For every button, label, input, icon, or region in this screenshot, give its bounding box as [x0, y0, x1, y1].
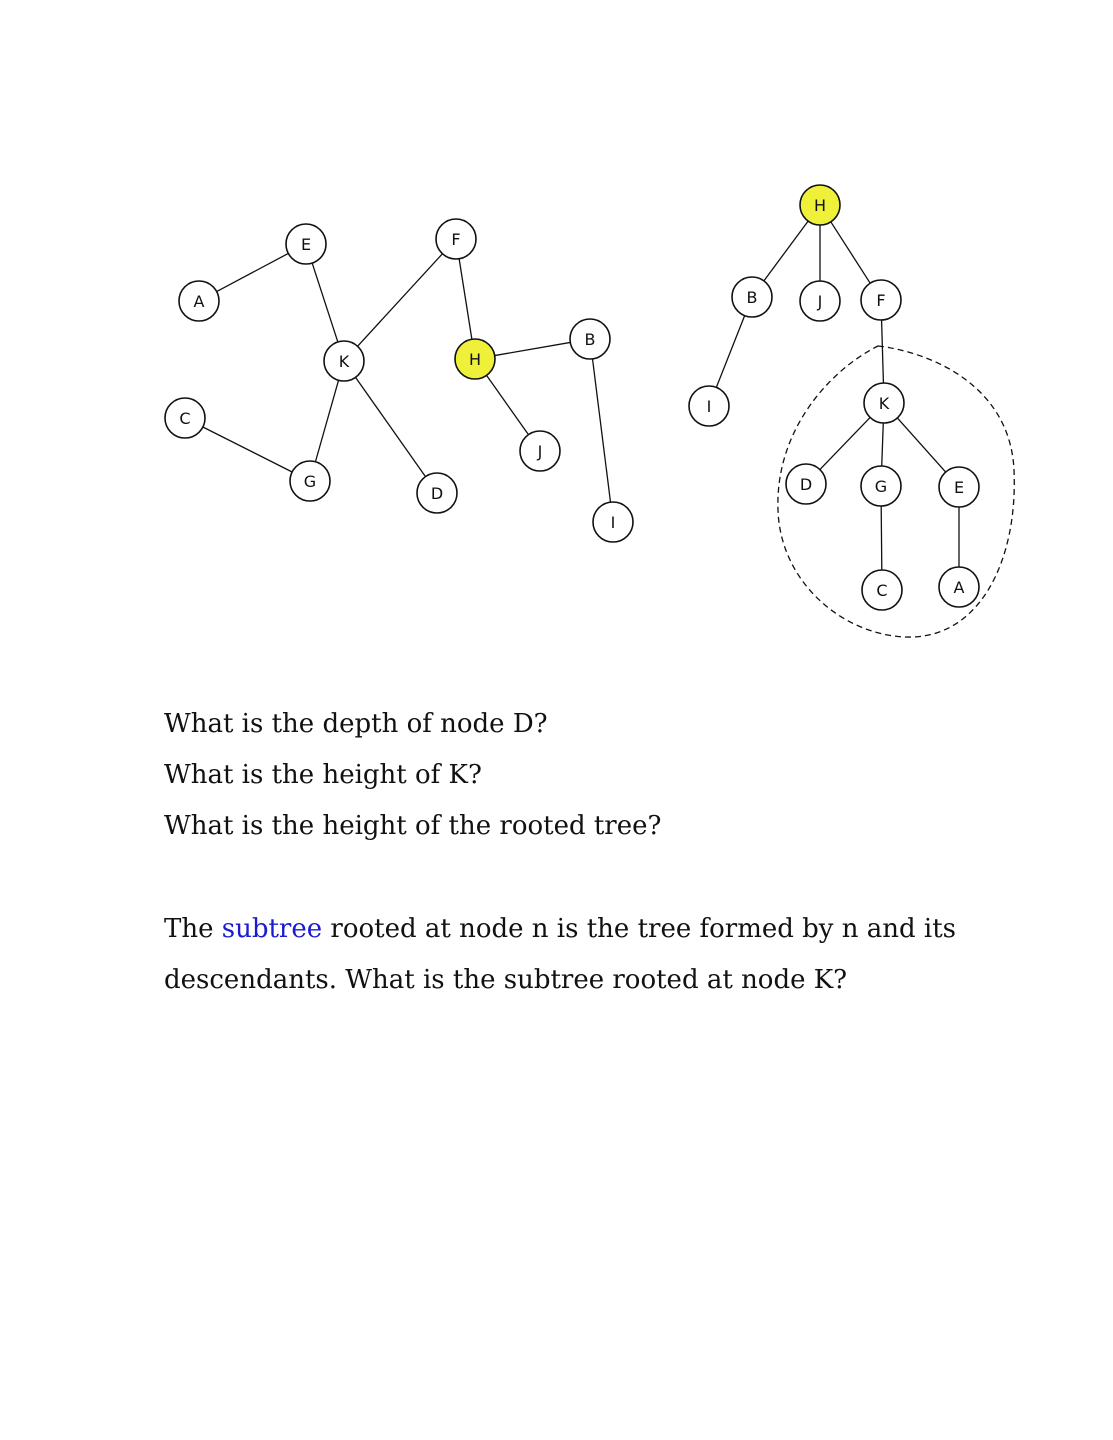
- rooted-node-d: [786, 464, 826, 504]
- rooted-node-label: G: [874, 477, 888, 496]
- rooted-node-h: [800, 185, 840, 225]
- unrooted-node-label: H: [468, 350, 482, 369]
- rooted-node-i: [689, 386, 729, 426]
- definition-prefix: The: [164, 914, 222, 944]
- unrooted-node-k: [324, 341, 364, 381]
- unrooted-node-label: I: [610, 513, 616, 532]
- unrooted-node-j: [520, 431, 560, 471]
- unrooted-edge-f-k: [358, 254, 443, 347]
- rooted-node-b: [732, 277, 772, 317]
- question-height-k: What is the height of K?: [164, 760, 482, 790]
- rooted-node-label: A: [953, 578, 965, 597]
- unrooted-edge-h-b: [495, 342, 571, 355]
- unrooted-node-h: [455, 339, 495, 379]
- unrooted-node-label: B: [584, 330, 596, 349]
- unrooted-node-label: K: [338, 352, 350, 371]
- unrooted-node-g: [290, 461, 330, 501]
- rooted-edge-b-i: [716, 316, 744, 388]
- unrooted-node-label: G: [303, 472, 317, 491]
- unrooted-edge-a-e: [217, 253, 289, 291]
- rooted-node-label: D: [799, 475, 813, 494]
- rooted-edge-k-d: [820, 417, 870, 469]
- rooted-edge-k-g: [882, 423, 884, 466]
- rooted-node-g: [861, 466, 901, 506]
- unrooted-node-c: [165, 398, 205, 438]
- unrooted-node-d: [417, 473, 457, 513]
- subtree-term: subtree: [221, 914, 323, 944]
- unrooted-edge-e-k: [312, 263, 338, 342]
- definition-suffix: rooted at node n is the tree formed by n and its: [322, 914, 957, 944]
- rooted-node-label: K: [878, 394, 890, 413]
- rooted-node-label: F: [876, 291, 886, 310]
- rooted-node-label: C: [876, 581, 888, 600]
- unrooted-node-f: [436, 219, 476, 259]
- rooted-edge-f-k: [882, 320, 884, 383]
- rooted-node-a: [939, 567, 979, 607]
- unrooted-node-e: [286, 224, 326, 264]
- rooted-node-c: [862, 570, 902, 610]
- unrooted-node-label: D: [430, 484, 444, 503]
- rooted-node-label: J: [817, 292, 823, 311]
- rooted-node-label: H: [813, 196, 827, 215]
- unrooted-node-label: A: [193, 292, 205, 311]
- unrooted-edge-b-i: [592, 359, 610, 502]
- definition-line-1: [164, 913, 956, 945]
- rooted-edge-h-b: [764, 221, 808, 281]
- rooted-edge-g-c: [881, 506, 882, 570]
- unrooted-edge-k-g: [315, 380, 338, 462]
- unrooted-edge-h-j: [487, 375, 529, 434]
- edges: [203, 221, 959, 570]
- tree-diagram: [0, 0, 1113, 660]
- definition-line-2: descendants. What is the subtree rooted at node K?: [164, 965, 848, 995]
- unrooted-node-label: F: [451, 230, 461, 249]
- rooted-node-label: E: [953, 478, 965, 497]
- unrooted-edge-k-d: [356, 377, 426, 476]
- rooted-node-e: [939, 467, 979, 507]
- rooted-edge-h-f: [831, 222, 870, 283]
- unrooted-edge-c-g: [203, 427, 292, 472]
- unrooted-node-label: C: [179, 409, 191, 428]
- rooted-node-k: [864, 383, 904, 423]
- nodes: [165, 185, 979, 610]
- unrooted-node-label: J: [537, 442, 543, 461]
- question-height-tree: What is the height of the rooted tree?: [164, 811, 662, 841]
- rooted-node-label: B: [746, 288, 758, 307]
- unrooted-node-b: [570, 319, 610, 359]
- unrooted-node-i: [593, 502, 633, 542]
- question-depth-d: What is the depth of node D?: [164, 709, 548, 739]
- unrooted-node-a: [179, 281, 219, 321]
- rooted-node-label: I: [706, 397, 712, 416]
- unrooted-edge-f-h: [459, 259, 472, 339]
- unrooted-node-label: E: [300, 235, 312, 254]
- rooted-node-j: [800, 281, 840, 321]
- rooted-edge-k-e: [897, 418, 945, 472]
- rooted-node-f: [861, 280, 901, 320]
